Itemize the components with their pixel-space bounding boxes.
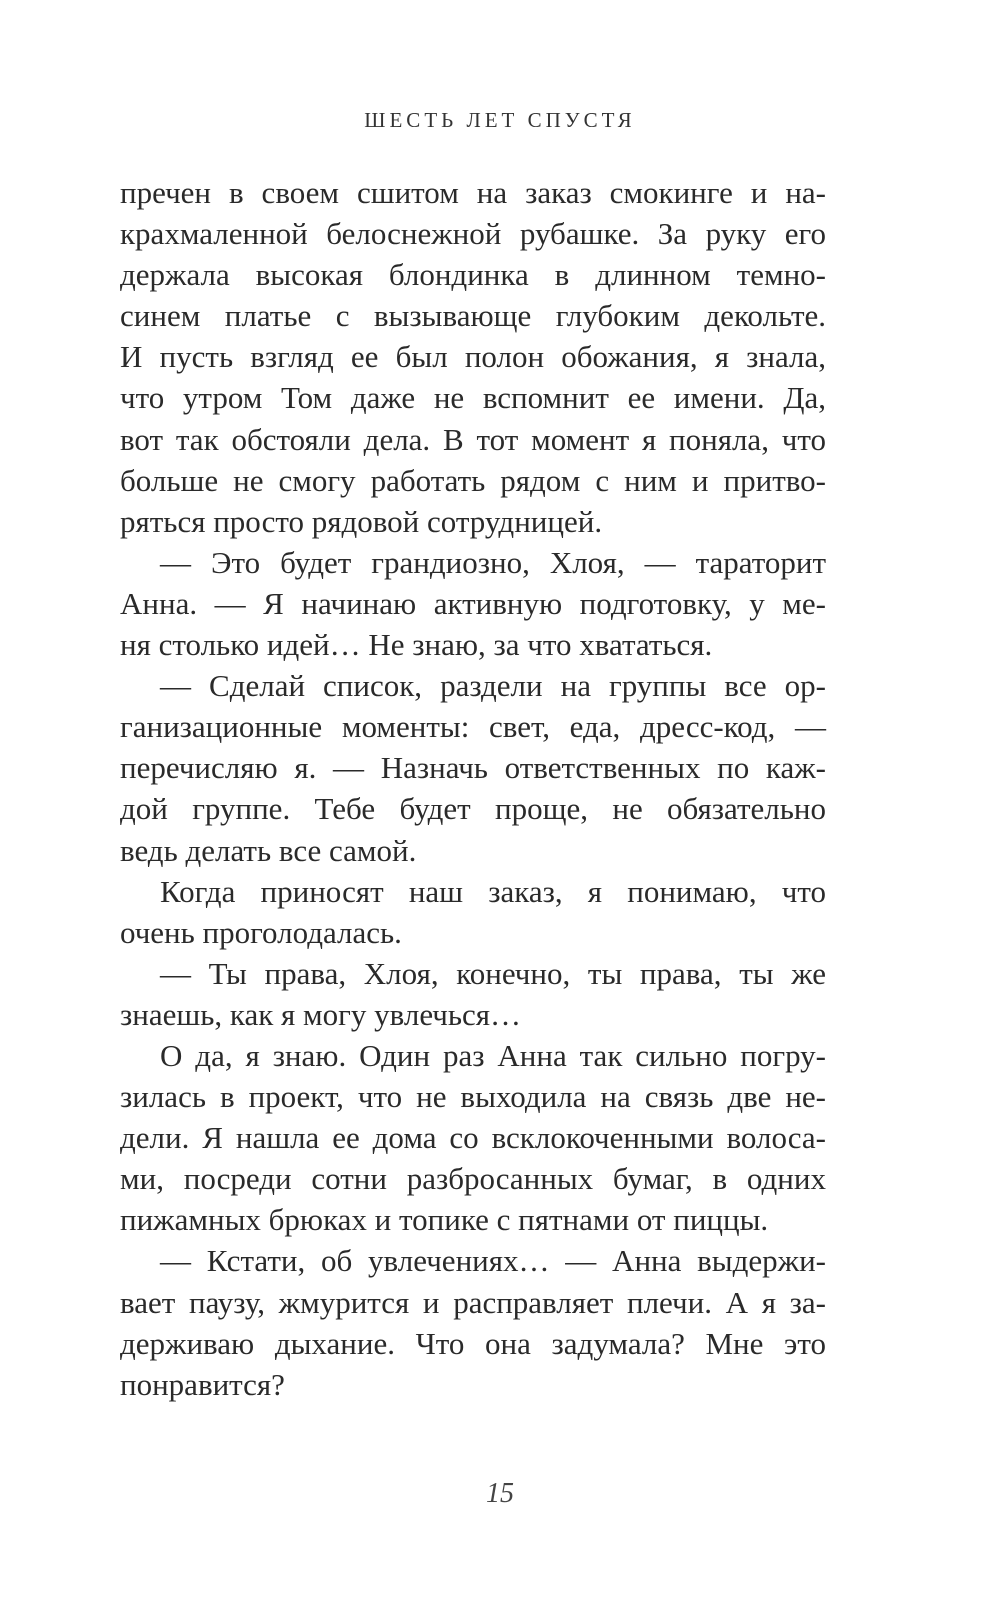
text-line: О да, я знаю. Один раз Анна так сильно погру-: [160, 1037, 826, 1073]
text-line: понравится?: [120, 1366, 285, 1402]
text-line: — Сделай список, раздели на группы все ор-: [160, 668, 826, 704]
text-line: что утром Том даже не вспомнит ее имени. Да,: [120, 380, 826, 416]
text-line: дели. Я нашла ее дома со всклокоченными волоса-: [120, 1120, 826, 1156]
text-line: знаешь, как я могу увлечься…: [120, 996, 522, 1032]
text-line: И пусть взгляд ее был полон обожания, я знала,: [120, 339, 826, 375]
text-line: крахмаленной белоснежной рубашке. За руку его: [120, 216, 826, 252]
text-line: ганизационные моменты: свет, еда, дресс-код, —: [120, 709, 826, 745]
text-line: Анна. — Я начинаю активную подготовку, у ме-: [120, 585, 826, 621]
text-line: очень проголодалась.: [120, 914, 402, 950]
text-line: пречен в своем сшитом на заказ смокинге и на-: [120, 175, 826, 210]
body-text: [120, 172, 826, 1405]
text-line: вает паузу, жмурится и расправляет плечи. А я за-: [120, 1284, 826, 1320]
text-line: ня столько идей… Не знаю, за что хвататься.: [120, 627, 713, 663]
text-line: синем платье с вызывающе глубоким декольте.: [120, 298, 826, 334]
page-number: 15: [486, 1478, 514, 1509]
text-line: дой группе. Тебе будет проще, не обязательно: [120, 791, 826, 827]
text-line: больше не смогу работать рядом с ним и притво-: [120, 462, 826, 498]
text-line: ведь делать все самой.: [120, 832, 417, 868]
text-line: вот так обстояли дела. В тот момент я поняла, что: [120, 421, 826, 457]
text-line: — Это будет грандиозно, Хлоя, — тараторит: [160, 544, 826, 580]
text-line: — Ты права, Хлоя, конечно, ты права, ты же: [160, 955, 826, 991]
running-head: ШЕСТЬ ЛЕТ СПУСТЯ: [364, 108, 636, 132]
text-line: держиваю дыхание. Что она задумала? Мне это: [120, 1325, 826, 1361]
text-line: пижамных брюках и топике с пятнами от пиццы.: [120, 1202, 769, 1238]
text-line: ряться просто рядовой сотрудницей.: [120, 503, 603, 539]
text-line: зилась в проект, что не выходила на связь две не-: [120, 1079, 826, 1115]
text-line: Когда приносят наш заказ, я понимаю, что: [160, 873, 826, 909]
text-line: — Кстати, об увлечениях… — Анна выдержи-: [160, 1243, 826, 1279]
text-line: ми, посреди сотни разбросанных бумаг, в одних: [120, 1161, 826, 1197]
text-line: держала высокая блондинка в длинном темно-: [120, 257, 826, 293]
text-line: перечисляю я. — Назначь ответственных по каж-: [120, 750, 826, 786]
